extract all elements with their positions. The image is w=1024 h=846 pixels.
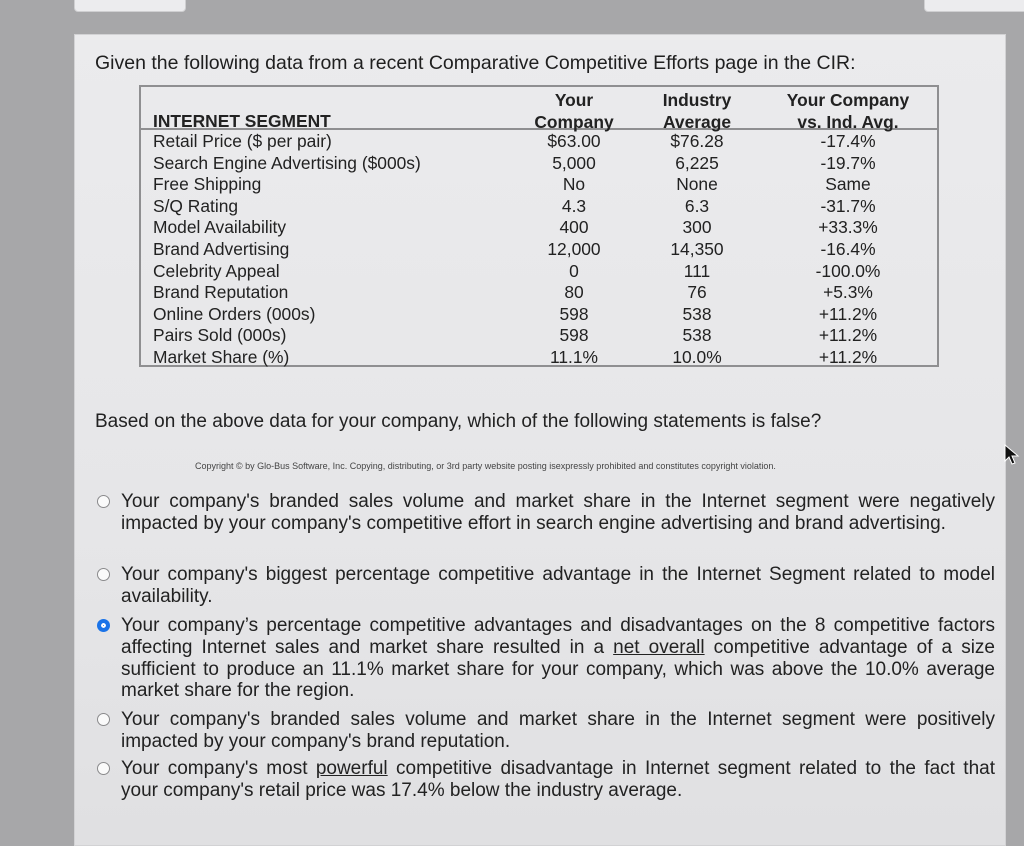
copyright-notice: Copyright © by Glo-Bus Software, Inc. Copying, distributing, or 3rd party website posting isexpressly prohibited and constitutes copyright violation. — [195, 461, 776, 471]
top-tab-left — [74, 0, 186, 12]
row-industry-value: None — [676, 174, 718, 195]
row-company-value: 598 — [559, 325, 589, 346]
row-factor: Retail Price ($ per pair) — [153, 131, 332, 151]
row-company-value: 4.3 — [561, 195, 587, 216]
cir-data-table — [139, 85, 939, 367]
col-header-industry-1: Industry — [662, 90, 732, 110]
row-industry-value: 10.0% — [672, 347, 722, 367]
row-factor: Celebrity Appeal — [153, 260, 280, 281]
row-vs-industry: -100.0% — [815, 260, 881, 281]
row-factor: Market Share (%) — [153, 347, 290, 367]
radio-option-1[interactable] — [97, 495, 110, 508]
row-industry-value: $76.28 — [670, 131, 724, 151]
row-industry-value: 76 — [687, 282, 707, 303]
row-industry-value: 300 — [682, 217, 712, 238]
question-text: Based on the above data for your company, which of the following statements is false? — [95, 411, 822, 432]
answer-option-3-underlined: net overall — [613, 636, 705, 658]
col-header-vs-2: vs. Ind. Avg. — [797, 112, 899, 132]
row-company-value: 0 — [569, 260, 579, 281]
row-vs-industry: -19.7% — [820, 152, 876, 173]
col-header-company-2: Company — [534, 112, 614, 132]
row-vs-industry: +5.3% — [823, 282, 873, 303]
answer-option-5-underlined: powerful — [315, 758, 388, 779]
mouse-pointer-icon — [1004, 444, 1022, 466]
row-vs-industry: +11.2% — [818, 347, 878, 367]
answer-option-5-text-a: Your company's most — [121, 758, 316, 779]
row-factor: Brand Reputation — [153, 282, 289, 303]
row-factor: Search Engine Advertising ($000s) — [153, 152, 421, 173]
radio-option-2[interactable] — [97, 568, 110, 581]
row-company-value: 598 — [559, 303, 589, 324]
answer-option-3-text-a: Your company’s percentage competitive advantages and disadvantages on the 8 competitive factors affecting Internet sales and market share resulted in a — [121, 615, 995, 658]
radio-option-5[interactable] — [97, 762, 110, 775]
row-industry-value: 14,350 — [670, 239, 724, 259]
row-vs-industry: -17.4% — [820, 131, 876, 151]
row-industry-value: 6.3 — [684, 195, 710, 216]
answer-option-3-text — [121, 615, 995, 702]
row-industry-value: 6,225 — [675, 152, 719, 173]
answer-option-4-text: Your company's branded sales volume and market share in the Internet segment were positively impacted by your company's brand reputation. — [121, 709, 995, 752]
row-vs-industry: Same — [825, 174, 871, 195]
row-industry-value: 538 — [682, 325, 712, 346]
answer-option-3-text-b: competitive advantage of a size sufficient to produce an 11.1% market share for your company, which was above the 10.0% average market share for the region. — [121, 636, 995, 702]
top-tab-right — [924, 0, 1024, 12]
row-factor: Model Availability — [153, 217, 287, 238]
row-company-value: 400 — [559, 217, 589, 238]
row-vs-industry: -16.4% — [820, 239, 876, 259]
row-company-value: $63.00 — [547, 131, 601, 151]
row-company-value: 11.1% — [549, 347, 599, 367]
col-header-company-1: Your — [554, 90, 594, 110]
prompt-text: Given the following data from a recent Comparative Competitive Efforts page in the CIR: — [95, 52, 856, 74]
row-factor: Free Shipping — [153, 174, 262, 195]
row-vs-industry: -31.7% — [820, 195, 876, 216]
col-header-segment: INTERNET SEGMENT — [153, 111, 331, 131]
row-company-value: No — [562, 174, 586, 195]
row-factor: Online Orders (000s) — [153, 303, 316, 324]
row-industry-value: 111 — [683, 260, 711, 281]
col-header-vs-1: Your Company — [786, 90, 910, 110]
row-company-value: 12,000 — [547, 239, 601, 259]
radio-option-3-selected[interactable] — [97, 619, 110, 632]
row-vs-industry: +11.2% — [818, 325, 878, 346]
row-factor: S/Q Rating — [153, 195, 239, 216]
row-company-value: 80 — [564, 282, 584, 303]
answer-option-2-text: Your company's biggest percentage competitive advantage in the Internet Segment related to model availability. — [121, 564, 995, 607]
row-company-value: 5,000 — [552, 152, 596, 173]
col-header-industry-2: Average — [663, 112, 731, 132]
answer-option-5-text-b: competitive disadvantage in Internet segment related to the fact that your company's retail price was 17.4% below the industry average. — [121, 758, 995, 801]
row-factor: Brand Advertising — [153, 239, 290, 259]
question-card — [74, 34, 1006, 846]
row-industry-value: 538 — [682, 303, 712, 324]
answer-option-1-text: Your company's branded sales volume and market share in the Internet segment were negatively impacted by your company's competitive effort in search engine advertising and brand advertising. — [121, 491, 995, 534]
row-factor: Pairs Sold (000s) — [153, 325, 287, 346]
row-vs-industry: +11.2% — [818, 303, 878, 324]
row-vs-industry: +33.3% — [818, 217, 878, 238]
radio-option-4[interactable] — [97, 713, 110, 726]
answer-option-5-text — [121, 758, 995, 802]
